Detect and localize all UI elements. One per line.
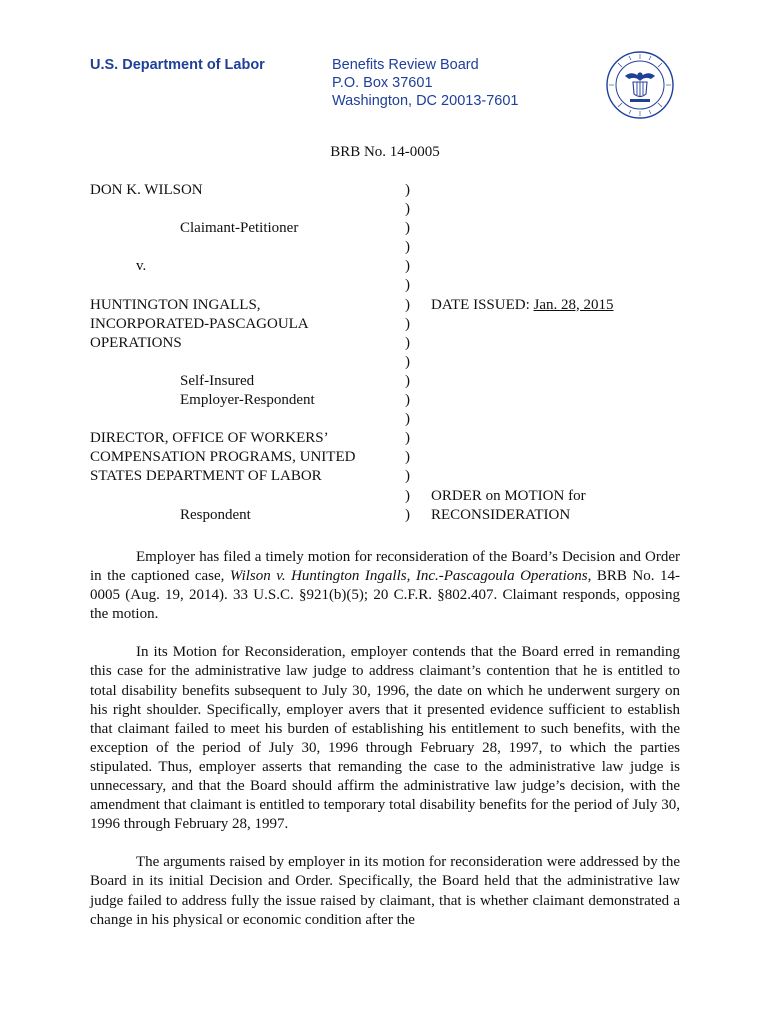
case-caption-parties <box>90 181 400 525</box>
paragraph-1 <box>90 548 680 624</box>
case-citation: Wilson v. Huntington Ingalls, Inc.-Pascagoula Operations <box>229 568 588 585</box>
date-issued <box>431 296 614 315</box>
employer-name-line3: OPERATIONS <box>90 334 182 351</box>
director-line2: COMPENSATION PROGRAMS, UNITED <box>90 449 356 466</box>
versus: v. <box>136 258 147 275</box>
office-name: Benefits Review Board <box>332 57 479 73</box>
department-of-labor-seal-icon <box>605 50 675 120</box>
caption-parentheses: ) ) ) ) ) ) ) ) ) ) ) ) ) ) ) ) ) ) <box>405 182 410 523</box>
paragraph-2: In its Motion for Reconsideration, employer contends that the Board erred in remanding this case for the administrative law judge to address claimant’s contention that he is entitled to total disability benefits subsequent to July 30, 1996, the date on which he underwent surgery on his right shoulder. Specifically, employer avers that it presented evidence sufficient to establish that claimant failed to meet his burden of establishing his entitlement to such benefits, with the exception of the period of July 30, 1996 through February 28, 1997, to which the parties stipulated. Thus, employer asserts that remanding the case to the administrative law judge is unnecessary, and that the Board should affirm the administrative law judge’s decision, with the amendment that claimant is entitled to temporary total disability benefits for the period of July 30, 1996 through February 28, 1997. <box>90 644 680 833</box>
director-role: Respondent <box>180 506 251 523</box>
employer-name-line1: HUNTINGTON INGALLS, <box>90 296 261 313</box>
director-line3: STATES DEPARTMENT OF LABOR <box>90 468 322 485</box>
caption-right-column <box>431 181 614 525</box>
city-zip: Washington, DC 20013-7601 <box>332 93 519 109</box>
order-title-line2: RECONSIDERATION <box>431 506 571 523</box>
paragraph-1-text-b: , BRB No. 14-0005 (Aug. 19, 2014). 33 U.S.C. §921(b)(5); 20 C.F.R. §802.407. Claimant responds, opposing the motion. <box>90 568 680 623</box>
date-label: DATE ISSUED: <box>431 296 534 313</box>
employer-role-line1: Self-Insured <box>180 372 255 389</box>
date-value: Jan. 28, 2015 <box>533 296 614 313</box>
agency-name: U.S. Department of Labor <box>90 57 265 73</box>
office-address <box>332 56 518 110</box>
employer-name-line2: INCORPORATED-PASCAGOULA <box>90 315 309 332</box>
claimant-name: DON K. WILSON <box>90 182 203 198</box>
paragraph-1-text-a: Employer has filed a timely motion for reconsideration of the Board’s Decision and Order in the captioned case, <box>90 549 680 585</box>
employer-role-line2: Employer-Respondent <box>180 392 315 409</box>
order-title-line1: ORDER on MOTION for <box>431 487 586 504</box>
paragraph-3: The arguments raised by employer in its motion for reconsideration were addressed by the Board in its initial Decision and Order. Specifically, the Board held that the administrative law judge failed to address fully the issue raised by claimant, that is whether claimant demonstrated a change in his physical or economic condition after the <box>90 854 680 928</box>
claimant-role: Claimant-Petitioner <box>180 220 299 237</box>
order-body <box>90 548 680 949</box>
director-line1: DIRECTOR, OFFICE OF WORKERS’ <box>90 430 329 447</box>
po-box: P.O. Box 37601 <box>332 75 433 91</box>
docket-number: BRB No. 14-0005 <box>330 144 440 160</box>
